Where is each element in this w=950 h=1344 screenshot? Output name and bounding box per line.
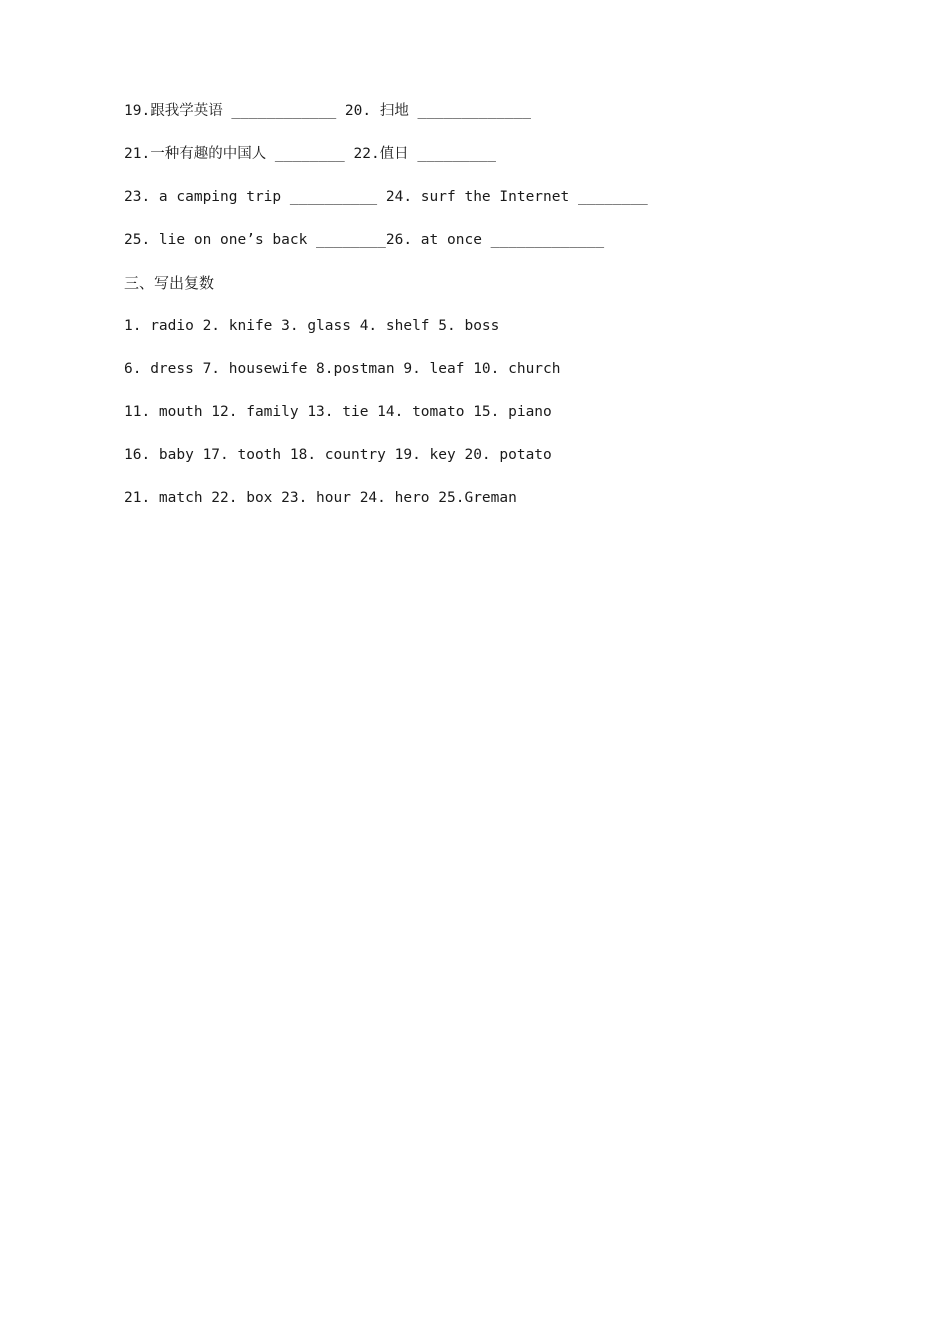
plural-line-1-5: 1. radio 2. knife 3. glass 4. shelf 5. boss — [124, 318, 500, 334]
exercise-line-25-26: 25. lie on one’s back ________26. at once _____________ — [124, 232, 605, 248]
plural-line-6-10: 6. dress 7. housewife 8.postman 9. leaf 10. church — [124, 361, 561, 377]
exercise-line-19-20: 19.跟我学英语 ____________ 20. 扫地 _____________ — [124, 103, 532, 119]
exercise-line-23-24: 23. a camping trip __________ 24. surf the Internet ________ — [124, 189, 648, 205]
plural-line-11-15: 11. mouth 12. family 13. tie 14. tomato 15. piano — [124, 404, 552, 420]
section-heading: 三、写出复数 — [124, 274, 215, 292]
plural-line-16-20: 16. baby 17. tooth 18. country 19. key 20. potato — [124, 447, 552, 463]
plural-line-21-25: 21. match 22. box 23. hour 24. hero 25.Greman — [124, 490, 517, 506]
exercise-line-21-22: 21.一种有趣的中国人 ________ 22.值日 _________ — [124, 146, 496, 162]
worksheet-content — [124, 98, 844, 528]
